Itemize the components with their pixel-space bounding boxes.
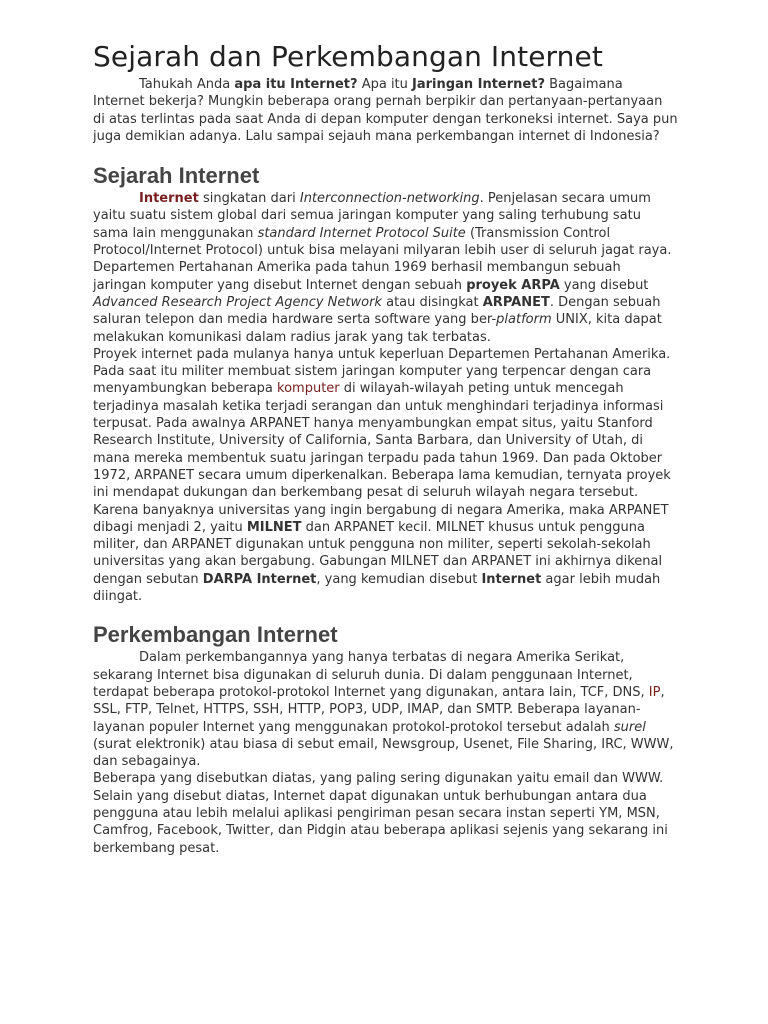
s2p1-text-2: , SSL, FTP, Telnet, HTTPS, SSH, HTTP, POP3, UDP, IMAP, dan SMTP. Beberapa layanan-layanan populer Internet yang menggunakan protokol-protokol tersebut adalah [93, 684, 665, 735]
s1p2-text-2: di wilayah-wilayah peting untuk mencegah terjadinya masalah ketika terjadi serangan dan untuk menghindari terjadinya informasi terpusat. Pada awalnya ARPANET hanya menyambungkan empat situs, yaitu Stanford Research Institute, University of California, Santa Barbara, dan University of Utah, di mana mereka membentuk suatu jaringan terpadu pada tahun 1969. Dan pada Oktober 1972, ARPANET secara umum diperkenalkan. Beberapa lama kemudian, ternyata proyek ini mendapat dukungan dan berkembang pesat di seluruh wilayah negara tersebut. Karena banyaknya universitas yang ingin bergabung di negara Amerika, maka ARPANET dibagi menjadi 2, yaitu [93, 381, 671, 535]
section-heading-sejarah: Sejarah Internet [93, 163, 260, 189]
sejarah-paragraph-2 [93, 346, 678, 605]
s1p1-text-3: (Transmission Control Protocol/Internet Protocol) untuk bisa melayani milyaran lebih user di seluruh jagat raya. Departemen Pertahanan Amerika pada tahun 1969 berhasil membangun sebuah jaringan komputer yang disebut Internet dengan sebuah [93, 225, 672, 293]
s2p1-italic-1: surel [613, 719, 646, 735]
intro-bold-2: Jaringan Internet? [412, 77, 545, 92]
document-page [93, 38, 678, 857]
perkembangan-paragraph-2: Beberapa yang disebutkan diatas, yang paling sering digunakan yaitu email dan WWW. Selain yang disebut diatas, Internet dapat digunakan untuk berhubungan antara dua pengguna atau lebih melalui aplikasi pengiriman pesan secara instan seperti YM, MSN, Camfrog, Facebook, Twitter, dan Pidgin atau beberapa aplikasi sejenis yang sekarang ini berkembang pesat. [93, 771, 668, 856]
s2p1-text-1: Dalam perkembangannya yang hanya terbatas di negara Amerika Serikat, sekarang Internet bisa digunakan di seluruh dunia. Di dalam penggunaan Internet, terdapat beberapa protokol-protokol Internet yang digunakan, antara lain, TCF, DNS, [93, 650, 649, 700]
internet-link[interactable]: Internet [139, 191, 199, 207]
s1p2-bold-2: DARPA Internet [202, 571, 317, 587]
s1p2-bold-1: MILNET [246, 519, 302, 535]
s1p1-text-2: . Penjelasan secara umum yaitu suatu sistem global dari semua jaringan komputer yang saling terhubung satu sama lain menggunakan [93, 191, 651, 241]
intro-bold-1: apa itu Internet? [234, 77, 358, 92]
komputer-link[interactable]: komputer [277, 381, 340, 397]
page-title: Sejarah dan Perkembangan Internet [93, 40, 603, 73]
intro-text-3: Bagaimana Internet bekerja? Mungkin beberapa orang pernah berpikir dan pertanyaan-pertanyaan di atas terlintas pada saat Anda di depan komputer dengan terkoneksi internet. Saya pun juga demikian adanya. Lalu sampai sejauh mana perkembangan internet di Indonesia? [93, 77, 678, 144]
s1p1-text-6: . Dengan sebuah saluran telepon dan media hardware serta software yang ber- [93, 294, 661, 328]
intro-paragraph [93, 76, 678, 145]
intro-text-1: Tahukah Anda [139, 77, 235, 92]
s1p1-italic-4: platform [496, 312, 552, 328]
s1p1-bold-1: proyek ARPA [466, 277, 560, 293]
s1p1-italic-1: Interconnection-networking [299, 191, 480, 207]
s1p2-text-3: dan ARPANET kecil. MILNET khusus untuk pengguna militer, dan ARPANET digunakan untuk pengguna non militer, seperti sekolah-sekolah universitas yang akan bergabung. Gabungan MILNET dan ARPANET ini akhirnya dikenal dengan sebutan [93, 519, 663, 587]
s1p1-italic-2: standard Internet Protocol Suite [257, 225, 466, 241]
perkembangan-paragraph-1 [93, 649, 678, 770]
s2p1-text-3: (surat elektronik) atau biasa di sebut email, Newsgroup, Usenet, File Sharing, IRC, WWW, dan sebagainya. [93, 736, 674, 770]
sejarah-paragraph-1 [93, 190, 678, 346]
s1p1-italic-3: Advanced Research Project Agency Network [93, 294, 382, 310]
intro-text-2: Apa itu [357, 77, 413, 92]
spacer [93, 605, 678, 621]
section-heading-perkembangan: Perkembangan Internet [93, 622, 338, 648]
s1p1-text-5: atau disingkat [381, 294, 483, 310]
ip-link[interactable]: IP [648, 684, 661, 700]
s1p1-text-4: yang disebut [559, 277, 649, 293]
s1p1-text-1: singkatan dari [198, 191, 300, 207]
s1p2-text-1: Proyek internet pada mulanya hanya untuk keperluan Departemen Pertahanan Amerika. Pada saat itu militer membuat sistem jaringan komputer yang terpencar dengan cara menyambungkan beberapa [93, 346, 671, 397]
s1p2-text-5: agar lebih mudah diingat. [93, 571, 661, 605]
s1p1-bold-2: ARPANET [482, 294, 550, 310]
s1p2-text-4: , yang kemudian disebut [316, 571, 482, 587]
spacer [93, 145, 678, 162]
s1p1-text-7: UNIX, kita dapat melakukan komunikasi dalam radius jarak yang tak terbatas. [93, 312, 662, 345]
s1p2-bold-3: Internet [481, 571, 542, 587]
